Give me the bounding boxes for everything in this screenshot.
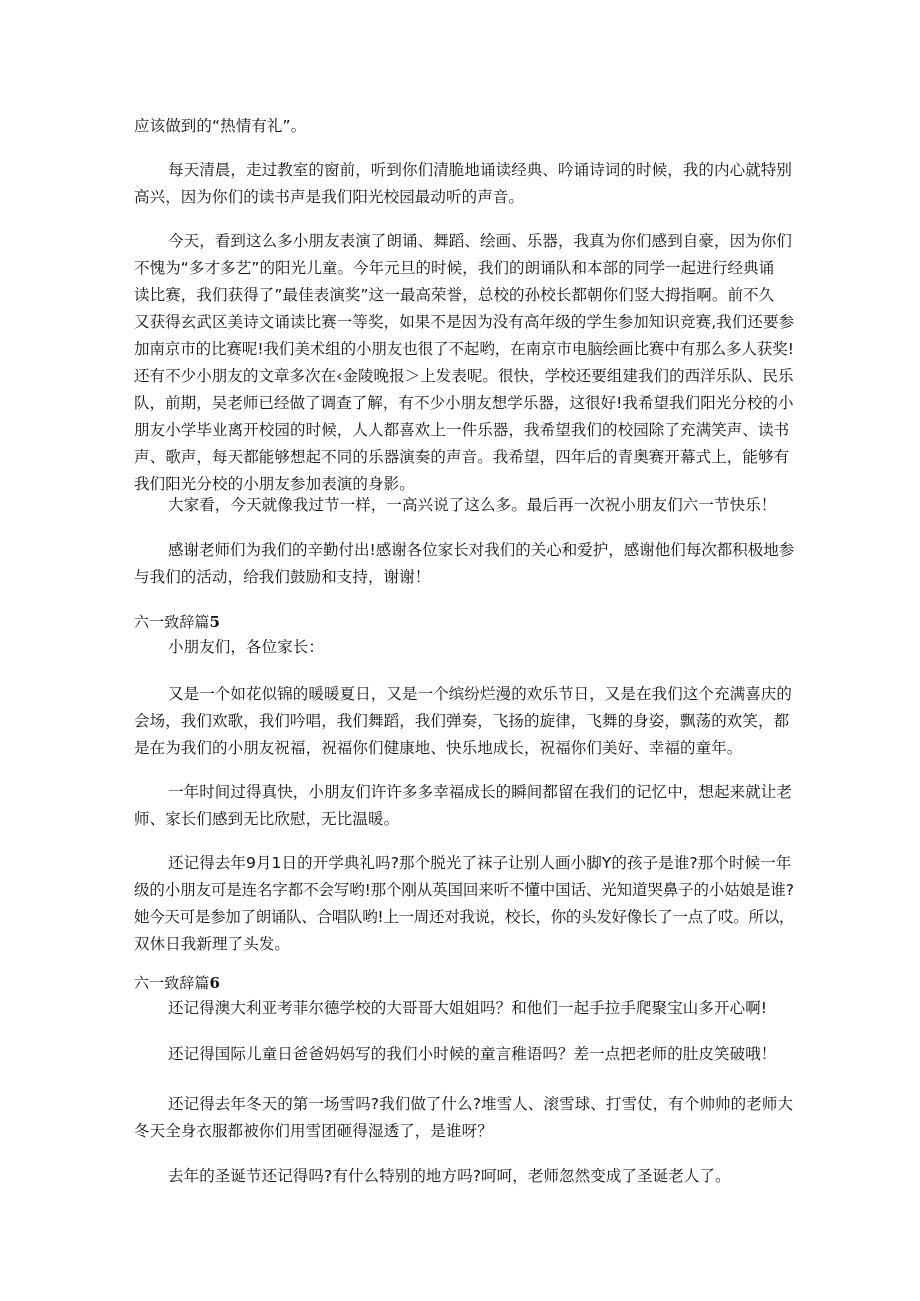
text-line: 双休日我新理了头发。 [134,935,291,953]
text-line: 队，前期，吴老师已经做了调查了解，有不少小朋友想学乐器，这很好!我希望我们阳光分校的小 [134,394,794,412]
heading-number: 6 [209,974,221,992]
paragraph [134,634,794,661]
paragraph [134,1091,794,1145]
text-line: 师、家长们感到无比欣慰，无比温暖。 [134,810,400,828]
text-line: 冬天全身衣服都被你们用雪团砸得湿透了，是谁呀？ [134,1122,493,1140]
heading-text: 六一致辞篇 [134,974,210,992]
text-line: 不愧为“多才多艺”的阳光儿童。今年元旦的时候，我们的朗诵队和本部的同学一起进行经典诵 [134,259,775,277]
text-line: 去年的圣诞节还记得吗?有什么特别的地方吗?呵呵，老师忽然变成了圣诞老人了。 [168,1167,731,1185]
text-line: 今天，看到这么多小朋友表演了朗诵、舞蹈、绘画、乐器，我真为你们感到自豪，因为你们 [168,232,793,250]
text-line: 小朋友们，各位家长： [168,638,325,656]
text-line: 还记得国际儿童日爸爸妈妈写的我们小时候的童言稚语吗？差一点把老师的肚皮笑破哦！ [168,1045,777,1063]
text-line: 应该做到的“热情有礼”。 [134,117,307,135]
heading-text: 六一致辞篇 [134,613,210,631]
heading-number: 5 [209,613,221,631]
text-line: 每天清晨，走过教室的窗前，听到你们清脆地诵读经典、吟诵诗词的时候，我的内心就特别 [168,161,793,179]
text-line: 她今天可是参加了朗诵队、合唱队哟!上一周还对我说，校长，你的头发好像长了一点了哎。所以， [134,908,795,926]
paragraph [134,537,794,591]
text-line: 加南京市的比赛呢!我们美术组的小朋友也很了不起哟，在南京市电脑绘画比赛中有那么多人获奖! [134,340,794,358]
text-line: 又获得玄武区美诗文诵读比赛一等奖，如果不是因为没有高年级的学生参加知识竞赛,我们还要参 [134,313,795,331]
section-heading [134,970,794,997]
section-heading [134,609,794,636]
paragraph [134,1041,794,1068]
paragraph [134,995,794,1022]
text-line: 朋友小学毕业离开校园的时候，人人都喜欢上一件乐器，我希望我们的校园除了充满笑声、读书 [134,421,790,439]
paragraph [134,492,794,519]
paragraph [134,228,794,498]
text-line: 大家看，今天就像我过节一样，一高兴说了这么多。最后再一次祝小朋友们六一节快乐！ [168,496,777,514]
text-line: 高兴，因为你们的读书声是我们阳光校园最动听的声音。 [134,188,525,206]
paragraph [134,1163,794,1190]
paragraph [134,850,794,958]
paragraph [134,113,794,140]
text-line: 感谢老师们为我们的辛勤付出!感谢各位家长对我们的关心和爱护，感谢他们每次都积极地参 [168,541,795,559]
text-line: 又是一个如花似锦的暖暖夏日，又是一个缤纷烂漫的欢乐节日，又是在我们这个充满喜庆的 [168,685,793,703]
text-line: 还记得去年9月1日的开学典礼吗?那个脱光了袜子让别人画小脚Y的孩子是谁?那个时候一年 [168,854,792,872]
text-line: 是在为我们的小朋友祝福，祝福你们健康地、快乐地成长，祝福你们美好、幸福的童年。 [134,739,743,757]
text-line: 级的小朋友可是连名字都不会写哟!那个刚从英国回来听不懂中国话、光知道哭鼻子的小姑娘是谁? [134,881,794,899]
text-line: 与我们的活动，给我们鼓励和支持，谢谢！ [134,568,431,586]
text-line: 还记得去年冬天的第一场雪吗?我们做了什么?堆雪人、滚雪球、打雪仗，有个帅帅的老师大 [168,1095,794,1113]
text-line: 还有不少小朋友的文章多次在‹金陵晚报＞上发表呢。很快，学校还要组建我们的西洋乐队、民乐 [134,367,794,385]
text-line: 还记得澳大利亚考菲尔德学校的大哥哥大姐姐吗？和他们一起手拉手爬聚宝山多开心啊! [168,999,768,1017]
paragraph [134,681,794,762]
text-line: 声、歌声，每天都能够想起不同的乐器演奏的声音。我希望，四年后的青奥赛开幕式上，能够有 [134,448,790,466]
text-line: 一年时间过得真快，小朋友们许许多多幸福成长的瞬间都留在我们的记忆中，想起来就让老 [168,783,793,801]
text-line: 我们阳光分校的小朋友参加表演的身影。 [134,475,415,493]
text-line: 读比赛，我们获得了”最佳表演奖”这一最高荣誉，总校的孙校长都朝你们竖大拇指啊。前不久 [134,286,775,304]
text-line: 会场，我们欢歌，我们吟唱，我们舞蹈，我们弹奏，飞扬的旋律，飞舞的身姿，飘荡的欢笑，都 [134,712,790,730]
paragraph [134,157,794,211]
paragraph [134,779,794,833]
